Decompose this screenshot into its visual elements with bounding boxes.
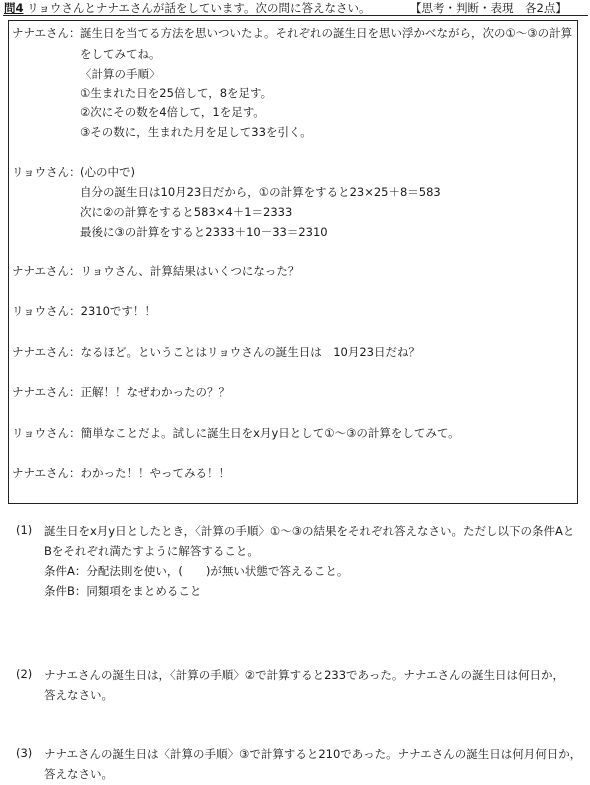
nanae-line-6: ナナエさん：わかった！！やってみる！！ xyxy=(12,466,231,480)
ryou-line-3: リョウさん：簡単なことだよ。試しに誕生日をx月y日として①～③の計算をしてみて。 xyxy=(12,426,460,440)
q2-text-1: ナナエさんの誕生日は，〈計算の手順〉②で計算すると233であった。ナナエさんの誕生日は何日か， xyxy=(44,668,564,682)
question-intro: リョウさんとナナエさんが話をしています。次の問に答えなさい。 xyxy=(27,1,371,15)
nanae-line-1: 誕生日を当てる方法を思いついたよ。それぞれの誕生日を思い浮かべながら，次の①～③の計算 xyxy=(80,26,573,40)
procedure-step-2: ②次にその数を4倍して，1を足す。 xyxy=(80,105,265,119)
q3-text-2: 答えなさい。 xyxy=(44,767,113,781)
nanae-line-4: ナナエさん：なるほど。ということはリョウさんの誕生日は 10月23日だね？ xyxy=(12,345,420,359)
ryou-calc-2: 次に②の計算をすると583×4＋1＝2333 xyxy=(80,205,293,219)
nanae-line-2: をしてみてね。 xyxy=(80,47,161,61)
question-header xyxy=(4,0,370,16)
ryou-calc-1: 自分の誕生日は10月23日だから，①の計算をすると23×25＋8＝583 xyxy=(80,185,441,199)
nanae-line-3: ナナエさん：リョウさん、計算結果はいくつになった？ xyxy=(12,264,300,278)
q1-text-2: Bをそれぞれ満たすように解答すること。 xyxy=(44,544,259,558)
q1-condition-b: 条件B：同類項をまとめること xyxy=(44,584,202,598)
procedure-step-3: ③その数に，生まれた月を足して33を引く。 xyxy=(80,125,312,139)
ryou-speaker-1: リョウさん： xyxy=(12,165,81,179)
q1-text-1: 誕生日をx月y日としたとき，〈計算の手順〉①～③の結果をそれぞれ答えなさい。ただし以下の条件Aと xyxy=(44,524,575,538)
q1-condition-a: 条件A：分配法則を使い，( )が無い状態で答えること。 xyxy=(44,564,349,578)
header-rule xyxy=(3,15,588,16)
points-badge: 【思考・判断・表現 各2点】 xyxy=(410,1,567,15)
q3-text-1: ナナエさんの誕生日は〈計算の手順〉③で計算すると210であった。ナナエさんの誕生日は何月何日か， xyxy=(44,747,582,761)
ryou-calc-3: 最後に③の計算をすると2333＋10－33＝2310 xyxy=(80,225,328,239)
q2-number: (2) xyxy=(16,667,33,681)
nanae-line-5: ナナエさん：正解！！なぜわかったの？？ xyxy=(12,385,231,399)
nanae-speaker-1: ナナエさん： xyxy=(12,26,81,40)
ryou-line-2: リョウさん：2310です！！ xyxy=(12,304,156,318)
procedure-step-1: ①生まれた日を25倍して，8を足す。 xyxy=(80,86,273,100)
q1-number: (1) xyxy=(16,523,33,537)
q2-text-2: 答えなさい。 xyxy=(44,688,113,702)
question-label: 問4 xyxy=(4,1,24,15)
q3-number: (3) xyxy=(16,746,33,760)
procedure-title: 〈計算の手順〉 xyxy=(80,67,161,81)
ryou-aside: (心の中で) xyxy=(80,165,135,179)
